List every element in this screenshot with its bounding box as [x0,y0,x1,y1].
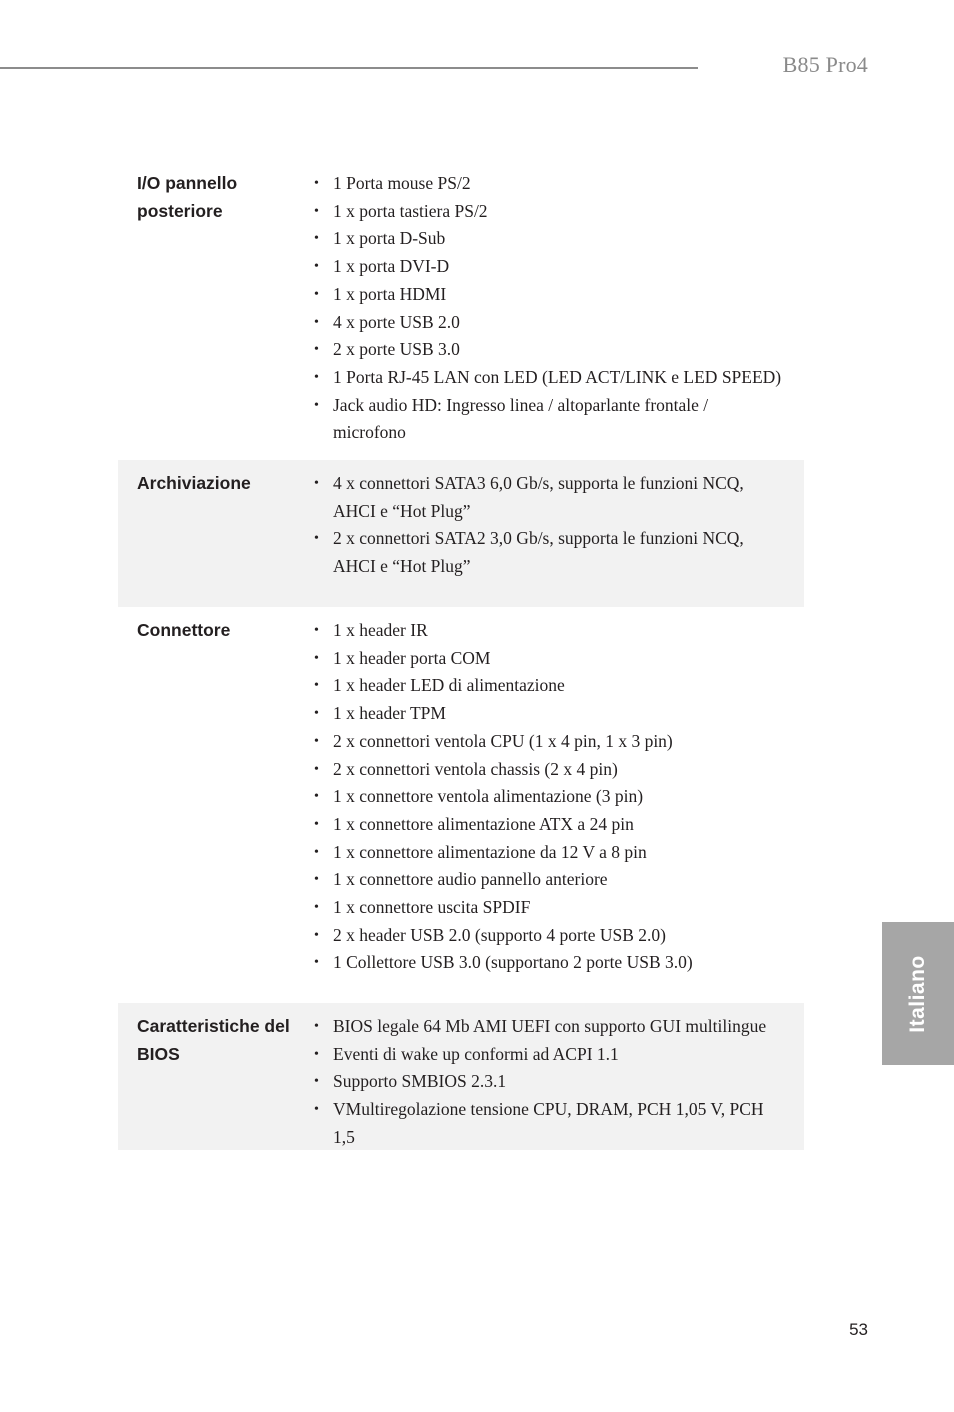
bullet-icon: • [314,286,319,302]
list-item: • 2 x connettori ventola CPU (1 x 4 pin, 1 x 3 pin) [295,728,804,756]
spec-table [118,160,804,1150]
bullet-icon: • [314,623,319,638]
list-item: • 1 x porta DVI-D [295,253,804,281]
list-item: • Jack audio HD: Ingresso linea / altoparlante frontale / microfono [295,392,804,447]
spec-list [295,1013,804,1147]
bullet-icon: • [314,397,319,413]
list-item: • 4 x porte USB 2.0 [295,309,804,337]
side-tab-label: Italiano [906,954,929,1033]
bullet-icon: • [314,176,319,191]
bullet-icon: • [314,1074,319,1090]
bullet-icon: • [314,1019,319,1034]
list-item: • 1 x connettore alimentazione ATX a 24 pin [295,811,804,839]
bullet-icon: • [314,1102,319,1118]
list-item: • 1 x porta tastiera PS/2 [295,198,804,226]
bullet-icon: • [314,259,319,275]
spec-section-storage [118,460,804,607]
section-label: Caratteristiche del BIOS [137,1016,290,1064]
bullet-icon: • [314,342,319,358]
list-item: • 1 x porta HDMI [295,281,804,309]
list-item: • VMultiregolazione tensione CPU, DRAM, PCH 1,05 V, PCH 1,5 [295,1096,804,1151]
list-item: • 4 x connettori SATA3 6,0 Gb/s, supporta le funzioni NCQ, AHCI e “Hot Plug” [295,470,804,525]
list-item: • 1 Porta mouse PS/2 [295,170,804,198]
spec-list [295,170,804,443]
bullet-icon: • [314,531,319,547]
list-item: • 2 x porte USB 3.0 [295,336,804,364]
bullet-icon: • [314,761,319,777]
bullet-icon: • [314,733,319,749]
list-item: • 1 x header TPM [295,700,804,728]
spec-section-rear-io [118,160,804,460]
bullet-icon: • [314,314,319,330]
list-item: • 1 x connettore audio pannello anteriore [295,866,804,894]
list-item: • 1 x header porta COM [295,645,804,673]
section-label: Connettore [137,620,231,640]
bullet-icon: • [314,900,319,916]
bullet-icon: • [314,1046,319,1062]
section-label: Archiviazione [137,473,251,493]
model-title: B85 Pro4 [782,52,868,77]
bullet-icon: • [314,927,319,943]
bullet-icon: • [314,231,319,247]
list-item: • 1 Collettore USB 3.0 (supportano 2 porte USB 3.0) [295,949,804,977]
spec-list [295,617,804,973]
list-item: • 1 x connettore ventola alimentazione (3 pin) [295,783,804,811]
list-item: • 1 x porta D-Sub [295,225,804,253]
list-item: • 2 x header USB 2.0 (supporto 4 porte USB 2.0) [295,922,804,950]
bullet-icon: • [314,678,319,694]
spec-list [295,470,804,577]
bullet-icon: • [314,872,319,888]
bullet-icon: • [314,789,319,805]
page-number: 53 [849,1320,868,1339]
list-item: • 1 x header LED di alimentazione [295,672,804,700]
list-item: • BIOS legale 64 Mb AMI UEFI con supporto GUI multilingue [295,1013,804,1041]
bullet-icon: • [314,203,319,219]
list-item: • 1 x connettore uscita SPDIF [295,894,804,922]
bullet-icon: • [314,476,319,491]
bullet-icon: • [314,369,319,385]
spec-section-bios [118,1003,804,1150]
header-rule [0,67,698,69]
language-side-tab [882,922,954,1065]
bullet-icon: • [314,816,319,832]
list-item: • 1 x header IR [295,617,804,645]
bullet-icon: • [314,844,319,860]
list-item: • Eventi di wake up conformi ad ACPI 1.1 [295,1041,804,1069]
list-item: • Supporto SMBIOS 2.3.1 [295,1068,804,1096]
spec-section-connectors [118,607,804,1003]
list-item: • 2 x connettori SATA2 3,0 Gb/s, supporta le funzioni NCQ, AHCI e “Hot Plug” [295,525,804,580]
list-item: • 1 x connettore alimentazione da 12 V a 8 pin [295,839,804,867]
list-item: • 2 x connettori ventola chassis (2 x 4 pin) [295,756,804,784]
bullet-icon: • [314,706,319,722]
list-item: • 1 Porta RJ-45 LAN con LED (LED ACT/LINK e LED SPEED) [295,364,804,392]
section-label: I/O pannello posteriore [137,173,238,221]
bullet-icon: • [314,650,319,666]
bullet-icon: • [314,955,319,971]
